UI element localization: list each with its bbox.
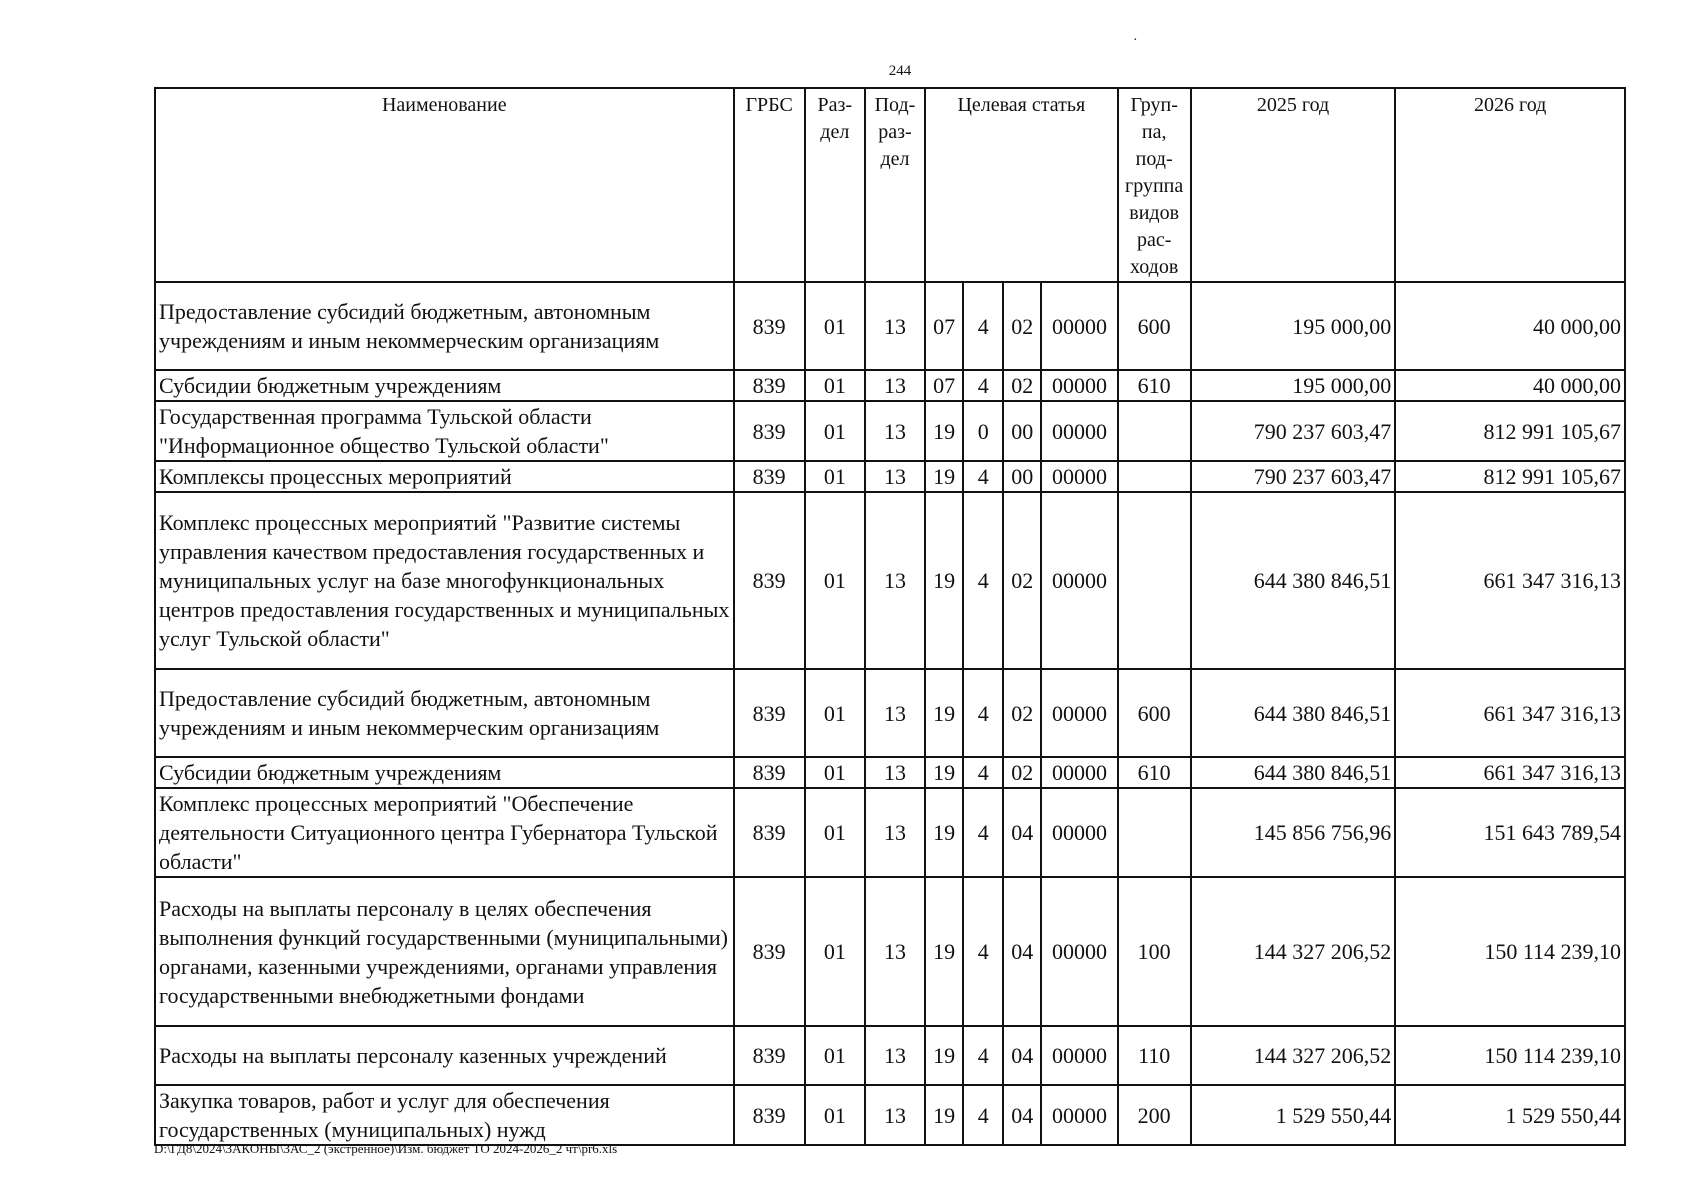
row-target-type-cell: 4 bbox=[963, 1085, 1003, 1145]
row-name-cell: Расходы на выплаты персоналу казенных учреждений bbox=[155, 1026, 734, 1085]
row-expense-group-cell bbox=[1118, 788, 1191, 877]
row-target-program-cell: 07 bbox=[925, 282, 963, 370]
row-grbs-cell: 839 bbox=[734, 669, 805, 757]
row-razdel-cell: 01 bbox=[805, 461, 865, 492]
row-amount-2025-cell: 195 000,00 bbox=[1191, 282, 1396, 370]
row-amount-2025-cell: 644 380 846,51 bbox=[1191, 757, 1396, 788]
table-row bbox=[155, 1026, 1625, 1085]
row-podrazdel-cell: 13 bbox=[865, 492, 925, 669]
row-target-complex-cell: 04 bbox=[1003, 877, 1041, 1026]
row-target-direction-cell: 00000 bbox=[1041, 492, 1117, 669]
row-amount-2026-cell: 40 000,00 bbox=[1395, 370, 1625, 401]
row-target-type-cell: 4 bbox=[963, 669, 1003, 757]
row-name-cell: Комплексы процессных мероприятий bbox=[155, 461, 734, 492]
row-amount-2025-cell: 195 000,00 bbox=[1191, 370, 1396, 401]
row-expense-group-cell bbox=[1118, 401, 1191, 461]
row-target-complex-cell: 00 bbox=[1003, 401, 1041, 461]
row-podrazdel-cell: 13 bbox=[865, 282, 925, 370]
col-header-2026: 2026 год bbox=[1395, 88, 1625, 282]
row-amount-2026-cell: 812 991 105,67 bbox=[1395, 461, 1625, 492]
row-target-direction-cell: 00000 bbox=[1041, 1026, 1117, 1085]
row-target-program-cell: 19 bbox=[925, 788, 963, 877]
row-podrazdel-cell: 13 bbox=[865, 788, 925, 877]
row-amount-2025-cell: 790 237 603,47 bbox=[1191, 461, 1396, 492]
col-header-grbs: ГРБС bbox=[734, 88, 805, 282]
row-target-direction-cell: 00000 bbox=[1041, 401, 1117, 461]
row-razdel-cell: 01 bbox=[805, 1026, 865, 1085]
row-podrazdel-cell: 13 bbox=[865, 401, 925, 461]
row-razdel-cell: 01 bbox=[805, 282, 865, 370]
row-amount-2026-cell: 812 991 105,67 bbox=[1395, 401, 1625, 461]
row-expense-group-cell: 100 bbox=[1118, 877, 1191, 1026]
col-header-group: Груп-па, под-группа видов рас-ходов bbox=[1118, 88, 1191, 282]
row-target-complex-cell: 02 bbox=[1003, 492, 1041, 669]
table-row bbox=[155, 669, 1625, 757]
row-name-cell: Предоставление субсидий бюджетным, автономным учреждениям и иным некоммерческим организациям bbox=[155, 282, 734, 370]
row-expense-group-cell bbox=[1118, 461, 1191, 492]
row-target-complex-cell: 02 bbox=[1003, 669, 1041, 757]
row-grbs-cell: 839 bbox=[734, 492, 805, 669]
table-row bbox=[155, 401, 1625, 461]
page-number: 244 bbox=[888, 63, 912, 79]
row-target-type-cell: 4 bbox=[963, 461, 1003, 492]
row-amount-2025-cell: 144 327 206,52 bbox=[1191, 877, 1396, 1026]
row-target-type-cell: 4 bbox=[963, 788, 1003, 877]
row-podrazdel-cell: 13 bbox=[865, 669, 925, 757]
row-name-cell: Субсидии бюджетным учреждениям bbox=[155, 757, 734, 788]
row-podrazdel-cell: 13 bbox=[865, 1085, 925, 1145]
row-razdel-cell: 01 bbox=[805, 669, 865, 757]
row-target-program-cell: 19 bbox=[925, 461, 963, 492]
table-header bbox=[155, 88, 1625, 282]
row-expense-group-cell: 600 bbox=[1118, 669, 1191, 757]
row-target-program-cell: 19 bbox=[925, 492, 963, 669]
row-amount-2025-cell: 790 237 603,47 bbox=[1191, 401, 1396, 461]
col-header-target: Целевая статья bbox=[925, 88, 1118, 282]
budget-table bbox=[154, 87, 1626, 1146]
row-target-type-cell: 4 bbox=[963, 370, 1003, 401]
row-target-program-cell: 19 bbox=[925, 1085, 963, 1145]
row-target-program-cell: 19 bbox=[925, 757, 963, 788]
row-expense-group-cell: 200 bbox=[1118, 1085, 1191, 1145]
col-header-podrazdel: Под-раз-дел bbox=[865, 88, 925, 282]
row-expense-group-cell: 610 bbox=[1118, 757, 1191, 788]
corner-mark: · bbox=[1133, 33, 1138, 48]
row-target-direction-cell: 00000 bbox=[1041, 877, 1117, 1026]
row-grbs-cell: 839 bbox=[734, 1026, 805, 1085]
row-target-program-cell: 19 bbox=[925, 1026, 963, 1085]
row-name-cell: Субсидии бюджетным учреждениям bbox=[155, 370, 734, 401]
row-razdel-cell: 01 bbox=[805, 492, 865, 669]
row-target-complex-cell: 02 bbox=[1003, 282, 1041, 370]
row-grbs-cell: 839 bbox=[734, 401, 805, 461]
row-grbs-cell: 839 bbox=[734, 461, 805, 492]
row-amount-2026-cell: 661 347 316,13 bbox=[1395, 492, 1625, 669]
row-amount-2025-cell: 145 856 756,96 bbox=[1191, 788, 1396, 877]
row-name-cell: Расходы на выплаты персоналу в целях обеспечения выполнения функций государственными (муниципальными) органами, казенными учреждениями, органами управления государственными внебюджетными фондами bbox=[155, 877, 734, 1026]
row-grbs-cell: 839 bbox=[734, 282, 805, 370]
col-header-name: Наименование bbox=[155, 88, 734, 282]
row-target-type-cell: 4 bbox=[963, 877, 1003, 1026]
row-target-type-cell: 4 bbox=[963, 492, 1003, 669]
row-razdel-cell: 01 bbox=[805, 788, 865, 877]
row-target-direction-cell: 00000 bbox=[1041, 1085, 1117, 1145]
row-target-direction-cell: 00000 bbox=[1041, 282, 1117, 370]
row-podrazdel-cell: 13 bbox=[865, 1026, 925, 1085]
row-amount-2026-cell: 150 114 239,10 bbox=[1395, 877, 1625, 1026]
row-target-type-cell: 0 bbox=[963, 401, 1003, 461]
row-target-complex-cell: 04 bbox=[1003, 788, 1041, 877]
table-row bbox=[155, 492, 1625, 669]
row-amount-2025-cell: 1 529 550,44 bbox=[1191, 1085, 1396, 1145]
row-podrazdel-cell: 13 bbox=[865, 461, 925, 492]
table-body bbox=[155, 282, 1625, 1145]
row-razdel-cell: 01 bbox=[805, 757, 865, 788]
col-header-razdel: Раз-дел bbox=[805, 88, 865, 282]
row-expense-group-cell: 110 bbox=[1118, 1026, 1191, 1085]
row-target-program-cell: 19 bbox=[925, 669, 963, 757]
col-header-2025: 2025 год bbox=[1191, 88, 1396, 282]
row-grbs-cell: 839 bbox=[734, 788, 805, 877]
row-expense-group-cell bbox=[1118, 492, 1191, 669]
row-target-type-cell: 4 bbox=[963, 1026, 1003, 1085]
table-row bbox=[155, 788, 1625, 877]
row-amount-2026-cell: 1 529 550,44 bbox=[1395, 1085, 1625, 1145]
table-row bbox=[155, 370, 1625, 401]
table-row bbox=[155, 757, 1625, 788]
row-name-cell: Закупка товаров, работ и услуг для обеспечения государственных (муниципальных) нужд bbox=[155, 1085, 734, 1145]
row-amount-2026-cell: 40 000,00 bbox=[1395, 282, 1625, 370]
row-name-cell: Комплекс процессных мероприятий "Обеспечение деятельности Ситуационного центра Губернатора Тульской области" bbox=[155, 788, 734, 877]
row-target-complex-cell: 00 bbox=[1003, 461, 1041, 492]
row-target-complex-cell: 04 bbox=[1003, 1085, 1041, 1145]
row-amount-2025-cell: 644 380 846,51 bbox=[1191, 492, 1396, 669]
row-razdel-cell: 01 bbox=[805, 877, 865, 1026]
row-grbs-cell: 839 bbox=[734, 757, 805, 788]
row-target-direction-cell: 00000 bbox=[1041, 370, 1117, 401]
row-target-complex-cell: 02 bbox=[1003, 757, 1041, 788]
row-razdel-cell: 01 bbox=[805, 1085, 865, 1145]
row-target-direction-cell: 00000 bbox=[1041, 788, 1117, 877]
row-name-cell: Предоставление субсидий бюджетным, автономным учреждениям и иным некоммерческим организациям bbox=[155, 669, 734, 757]
row-podrazdel-cell: 13 bbox=[865, 370, 925, 401]
row-target-program-cell: 07 bbox=[925, 370, 963, 401]
row-expense-group-cell: 610 bbox=[1118, 370, 1191, 401]
row-amount-2025-cell: 144 327 206,52 bbox=[1191, 1026, 1396, 1085]
row-amount-2026-cell: 151 643 789,54 bbox=[1395, 788, 1625, 877]
table-row bbox=[155, 1085, 1625, 1145]
table-row bbox=[155, 877, 1625, 1026]
row-expense-group-cell: 600 bbox=[1118, 282, 1191, 370]
row-razdel-cell: 01 bbox=[805, 370, 865, 401]
row-amount-2025-cell: 644 380 846,51 bbox=[1191, 669, 1396, 757]
row-target-direction-cell: 00000 bbox=[1041, 669, 1117, 757]
row-podrazdel-cell: 13 bbox=[865, 757, 925, 788]
row-grbs-cell: 839 bbox=[734, 1085, 805, 1145]
row-target-direction-cell: 00000 bbox=[1041, 461, 1117, 492]
row-name-cell: Государственная программа Тульской области "Информационное общество Тульской области" bbox=[155, 401, 734, 461]
row-name-cell: Комплекс процессных мероприятий "Развитие системы управления качеством предоставления государственных и муниципальных услуг на базе многофункциональных центров предоставления государственных и муниципальных услуг Тульской области" bbox=[155, 492, 734, 669]
table-row bbox=[155, 282, 1625, 370]
row-target-direction-cell: 00000 bbox=[1041, 757, 1117, 788]
row-target-type-cell: 4 bbox=[963, 757, 1003, 788]
row-target-program-cell: 19 bbox=[925, 401, 963, 461]
row-target-type-cell: 4 bbox=[963, 282, 1003, 370]
row-grbs-cell: 839 bbox=[734, 370, 805, 401]
row-razdel-cell: 01 bbox=[805, 401, 865, 461]
footer-file-path: D:\ГД8\2024\ЗАКОНЫ\ЗАС_2 (экстренное)\Изм. бюджет ТО 2024-2026_2 чт\pr6.xls bbox=[154, 1141, 618, 1156]
row-amount-2026-cell: 150 114 239,10 bbox=[1395, 1026, 1625, 1085]
row-target-complex-cell: 02 bbox=[1003, 370, 1041, 401]
row-grbs-cell: 839 bbox=[734, 877, 805, 1026]
row-podrazdel-cell: 13 bbox=[865, 877, 925, 1026]
row-amount-2026-cell: 661 347 316,13 bbox=[1395, 669, 1625, 757]
row-target-complex-cell: 04 bbox=[1003, 1026, 1041, 1085]
table-row bbox=[155, 461, 1625, 492]
row-target-program-cell: 19 bbox=[925, 877, 963, 1026]
row-amount-2026-cell: 661 347 316,13 bbox=[1395, 757, 1625, 788]
